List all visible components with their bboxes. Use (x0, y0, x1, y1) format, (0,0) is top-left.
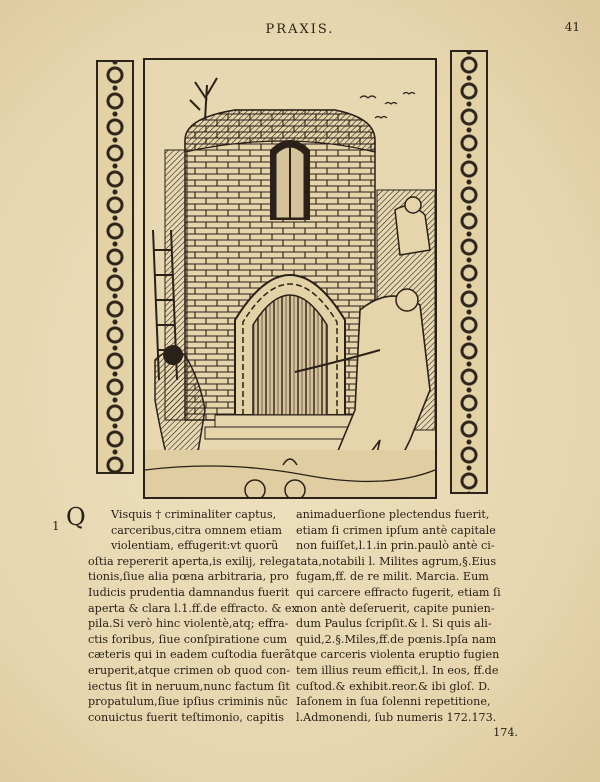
running-head: PRAXIS. (265, 22, 335, 37)
text-line: ctis foribus, ſiue conſpiratione cum (88, 632, 288, 646)
marginal-note: 1 (52, 519, 60, 533)
text-line: non antè deſeruerit, capite punien- (296, 601, 495, 615)
woodcut-illustration (143, 58, 437, 499)
text-line: l.Admonendi, ſub numeris 172.173. (296, 710, 497, 724)
catchword: 174. (493, 726, 518, 740)
page-number: 41 (564, 20, 580, 34)
text-line: aperta & clara l.1.ff.de effracto. & ex (88, 601, 298, 615)
text-line: dum Paulus ſcripſit.& l. Si quis ali- (296, 617, 492, 631)
text-line: fugam,ff. de re milit. Marcia. Eum (296, 570, 489, 584)
text-line: cæteris qui in eadem cuſtodia fuerãt (88, 648, 296, 662)
text-line: non fuiſſet,l.1.in prin.paulò antè ci- (296, 539, 495, 553)
right-text-column (296, 507, 526, 741)
text-line: oſtia repererit aperta,is exilij, relega (88, 554, 296, 568)
text-line: Iaſonem in ſua ſolenni repetitione, (296, 695, 491, 709)
text-line: iectus ſit in neruum,nunc factum ſit (88, 679, 290, 693)
text-line: animaduerſione plectendus fuerit, (296, 508, 490, 521)
ornamental-border-right (450, 50, 488, 494)
text-line: cuſtod.& exhibit.reor.& ibi gloſ. D. (296, 679, 491, 693)
text-line: tionis,ſiue alia pœna arbitraria, pro (88, 570, 289, 584)
text-line: conuictus fuerit teſtimonio, capitis (88, 710, 284, 724)
text-line: violentiam, effugerit:vt quorũ (111, 539, 279, 553)
text-line: etiam ſi crimen ipſum antè capitale (296, 523, 496, 537)
text-line: propatulum,ſiue ipſius criminis nũc (88, 695, 288, 709)
text-line: carceribus,citra omnem etiam (111, 523, 282, 537)
ornamental-border-left (96, 60, 134, 474)
text-line: Visquis † criminaliter captus, (111, 508, 277, 521)
drop-cap: Q (66, 503, 86, 531)
text-line: tem illius reum efficit,l. In eos, ff.de (296, 663, 499, 677)
text-line: quid,2.§.Miles,ff.de pœnis.Ipſa nam (296, 632, 497, 646)
text-line: tata,notabili l. Milites agrum,§.Eius (296, 554, 497, 568)
text-line: pila.Si verò hinc violentè,atq; effra- (88, 617, 289, 631)
text-line: eruperit,atque crimen ob quod con- (88, 663, 291, 677)
text-line: Iudicis prudentia damnandus fuerit (88, 585, 290, 599)
text-line: qui carcere effracto fugerit, etiam ſi (296, 585, 501, 599)
text-line: que carceris violenta eruptio fugien (296, 648, 500, 662)
left-text-column (88, 507, 298, 725)
